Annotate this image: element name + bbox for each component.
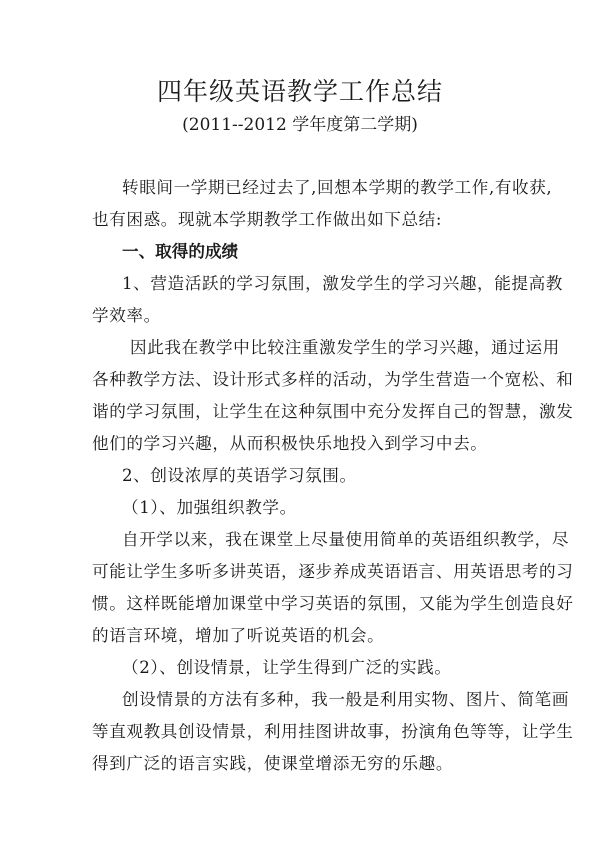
paragraph-line: 惯。这样既能增加课堂中学习英语的氛围，又能为学生创造良好 — [92, 594, 574, 613]
paragraph-line: 创设情景的方法有多种，我一般是利用实物、图片、简笔画 — [122, 690, 570, 709]
paragraph-line: 学效率。 — [92, 306, 161, 325]
paragraph-line: 转眼间一学期已经过去了,回想本学期的教学工作,有收获, — [122, 178, 553, 197]
paragraph-line: （2）、创设情景，让学生得到广泛的实践。 — [122, 658, 452, 677]
paragraph-line: 他们的学习兴趣，从而积极快乐地投入到学习中去。 — [92, 434, 488, 453]
paragraph-line: 各种教学方法、设计形式多样的活动，为学生营造一个宽松、和 — [92, 370, 574, 389]
paragraph-line: 可能让学生多听多讲英语，逐步养成英语语言、用英语思考的习 — [92, 562, 574, 581]
paragraph-line: 得到广泛的语言实践，使课堂增添无穷的乐趣。 — [92, 754, 454, 773]
paragraph-line: 1、营造活跃的学习氛围，激发学生的学习兴趣，能提高教 — [122, 274, 563, 293]
document-subtitle: (2011--2012 学年度第二学期) — [182, 115, 418, 135]
document-title: 四年级英语教学工作总结 — [156, 77, 443, 106]
paragraph-line: 也有困惑。现就本学期教学工作做出如下总结: — [92, 210, 443, 229]
paragraph-line: 2、创设浓厚的英语学习氛围。 — [122, 466, 357, 485]
section-heading: 一、取得的成绩 — [122, 242, 239, 261]
paragraph-line: 自开学以来，我在课堂上尽量使用简单的英语组织教学，尽 — [122, 530, 570, 549]
paragraph-line: 的语言环境，增加了听说英语的机会。 — [92, 626, 385, 645]
paragraph-line: 谐的学习氛围，让学生在这种氛围中充分发挥自己的智慧，激发 — [92, 402, 574, 421]
paragraph-line: （1）、加强组织教学。 — [122, 498, 297, 517]
paragraph-line: 因此我在教学中比较注重激发学生的学习兴趣，通过运用 — [130, 338, 560, 357]
paragraph-line: 等直观教具创设情景，利用挂图讲故事，扮演角色等等，让学生 — [92, 722, 574, 741]
